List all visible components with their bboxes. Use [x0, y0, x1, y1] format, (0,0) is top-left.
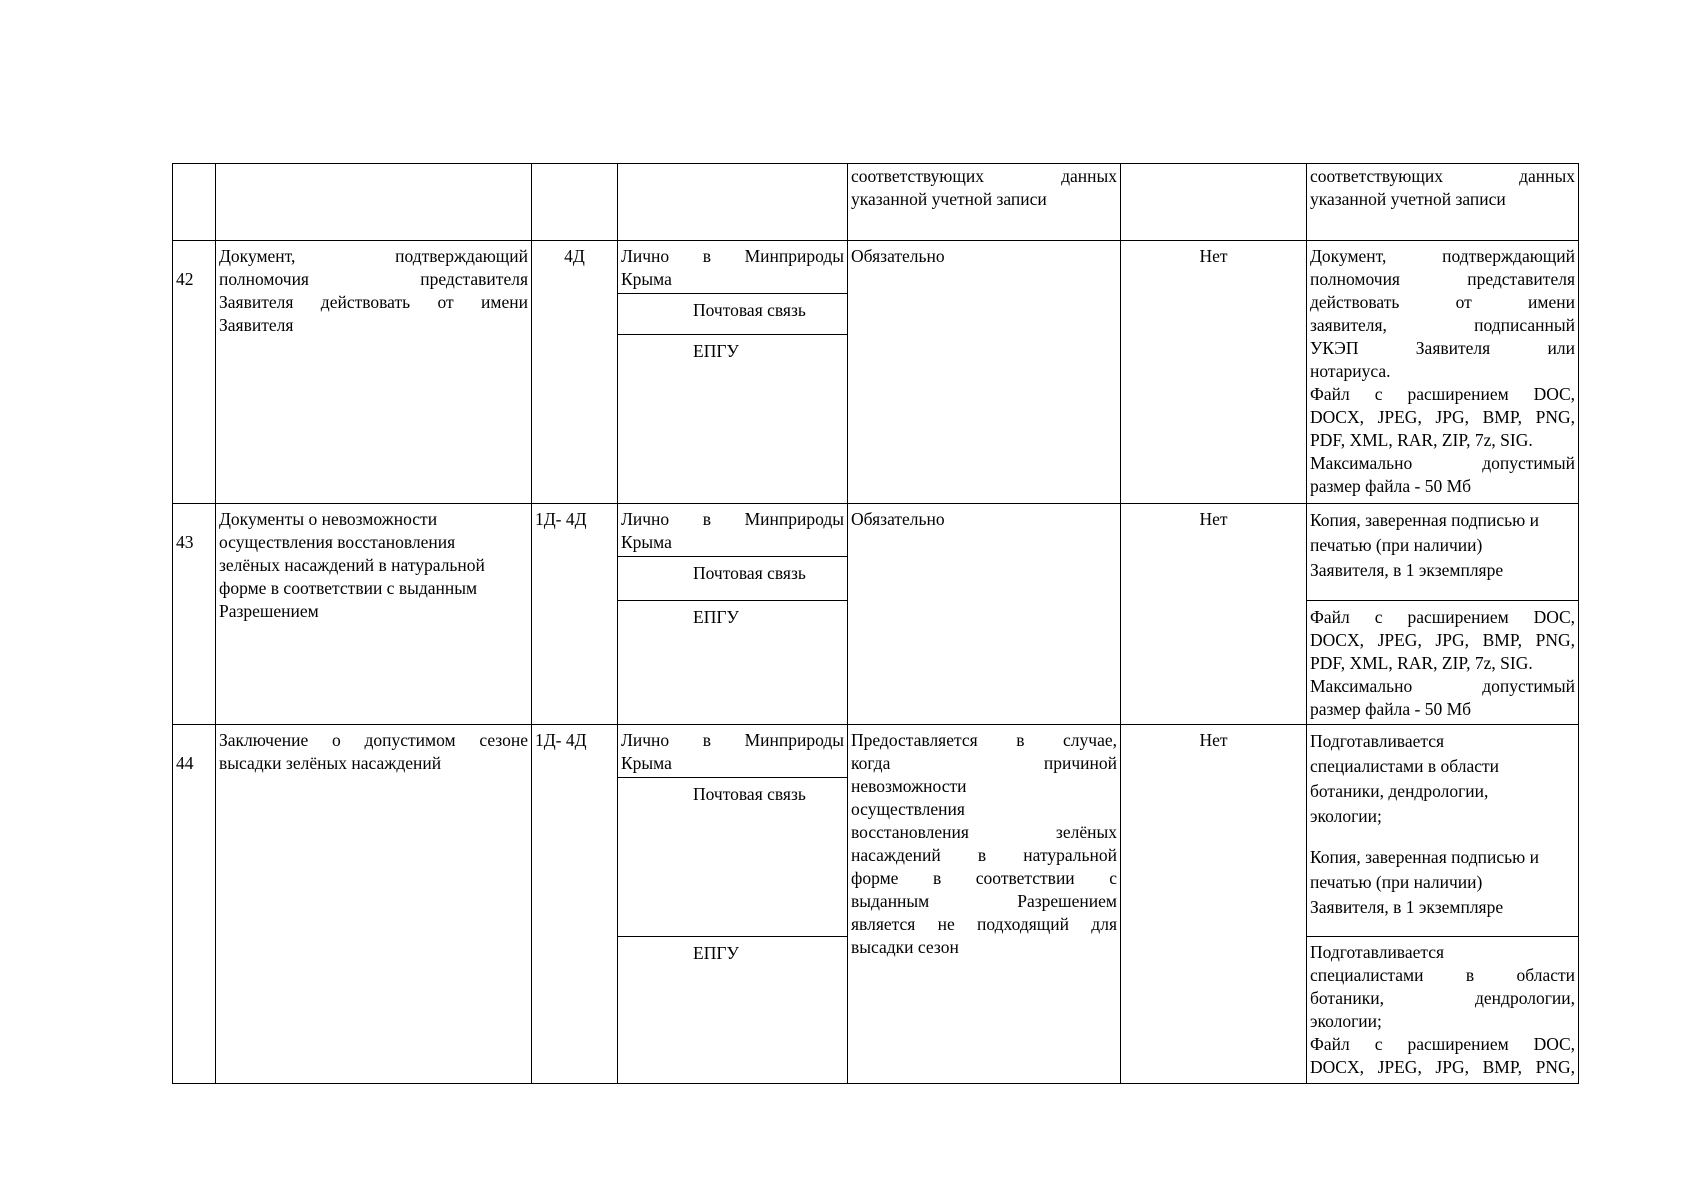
method-divider — [617, 293, 847, 294]
spacer — [1310, 829, 1575, 845]
text-line: Подготавливается — [1310, 731, 1445, 751]
column-divider — [617, 163, 618, 1084]
column-divider — [1120, 163, 1121, 1084]
row-43-method-post — [690, 561, 847, 586]
row-number: 43 — [176, 532, 194, 552]
format-divider — [1306, 936, 1578, 937]
text-line: УКЭП Заявителя или — [1310, 338, 1575, 358]
method-divider — [617, 334, 847, 335]
row-divider — [172, 724, 1578, 725]
column-divider — [1578, 163, 1579, 1084]
text-line: Крыма — [621, 532, 672, 552]
text-line: Файл с расширением DOC, — [1310, 1034, 1575, 1054]
text-line: Заявителя действовать от имени — [219, 292, 528, 312]
text-line: DOCX, JPEG, JPG, BMP, PNG, — [1310, 630, 1575, 650]
method-divider — [617, 556, 847, 557]
text-line: ботаники, дендрологии, — [1310, 781, 1489, 801]
row-42-code — [532, 244, 617, 269]
column-divider — [531, 163, 532, 1084]
text-line: Разрешением — [219, 601, 319, 621]
text-line: форме в соответствии с выданным — [219, 578, 478, 598]
method-divider — [617, 600, 847, 601]
text-line: Обязательно — [851, 509, 945, 529]
text-line: когда причиной — [851, 753, 1117, 773]
row-number: 42 — [176, 269, 194, 289]
text-line: форме в соответствии с — [851, 868, 1117, 888]
text-line: полномочия представителя — [1310, 269, 1575, 289]
text-line: специалистами в области — [1310, 756, 1499, 776]
text-line: осуществления восстановления — [219, 532, 456, 552]
text-line: невозможности — [851, 776, 967, 796]
text-line: Нет — [1199, 509, 1228, 529]
text-line: ботаники, дендрологии, — [1310, 988, 1575, 1008]
row-44-required — [848, 728, 1120, 960]
text-line: осуществления — [851, 799, 965, 819]
text-line: PDF, XML, RAR, ZIP, 7z, SIG. — [1310, 653, 1533, 673]
text-line: выданным Разрешением — [851, 891, 1117, 911]
text-line: Подготавливается — [1310, 942, 1445, 962]
text-line: Почтовая связь — [693, 563, 806, 583]
row-44-format-electronic — [1307, 940, 1578, 1080]
row-44-method-personal — [618, 728, 847, 776]
doc-code: 1Д- 4Д — [535, 509, 587, 529]
row-42-method-epgu — [690, 339, 847, 364]
row-42-number — [173, 267, 215, 292]
row-43-format-paper — [1307, 507, 1578, 584]
text-line: печатью (при наличии) — [1310, 535, 1483, 555]
text-line: полномочия представителя — [219, 269, 528, 289]
row-43-required — [848, 507, 1120, 532]
text-line: PDF, XML, RAR, ZIP, 7z, SIG. — [1310, 430, 1533, 450]
text-line: Заявителя, в 1 экземпляре — [1310, 897, 1504, 917]
row-43-code — [532, 507, 617, 532]
continuation-format — [1307, 164, 1578, 212]
doc-code: 4Д — [564, 246, 585, 266]
row-43-format-electronic — [1307, 605, 1578, 722]
text-line: восстановления зелёных — [851, 822, 1117, 842]
row-43-number — [173, 530, 215, 555]
text-line: размер файла - 50 Мб — [1310, 476, 1472, 496]
text-line: Почтовая связь — [693, 784, 806, 804]
text-line: экологии; — [1310, 806, 1382, 826]
row-number: 44 — [176, 753, 194, 773]
text-line: заявителя, подписанный — [1310, 315, 1575, 335]
text-line: Крыма — [621, 269, 672, 289]
text-line: Документ, подтверждающий — [1310, 246, 1575, 266]
row-42-format — [1307, 244, 1578, 499]
text-line: соответствующих данных — [851, 166, 1117, 186]
text-line: Лично в Минприроды — [621, 730, 844, 750]
text-line: Максимально допустимый — [1310, 453, 1575, 473]
format-divider — [1306, 600, 1578, 601]
text-line: Крыма — [621, 753, 672, 773]
row-44-method-post — [690, 782, 847, 807]
text-line: нотариуса. — [1310, 361, 1391, 381]
text-line: Нет — [1199, 246, 1228, 266]
text-line: ЕПГУ — [693, 943, 739, 963]
text-line: высадки сезон — [851, 937, 959, 957]
table-bottom-border — [172, 1083, 1578, 1084]
text-line: является не подходящий для — [851, 914, 1117, 934]
row-42-method-post — [690, 298, 847, 323]
text-line: размер файла - 50 Мб — [1310, 699, 1472, 719]
text-line: соответствующих данных — [1310, 166, 1575, 186]
text-line: специалистами в области — [1310, 965, 1575, 985]
row-44-interdepartmental — [1121, 728, 1306, 753]
method-divider — [617, 777, 847, 778]
column-divider — [172, 163, 173, 1084]
text-line: DOCX, JPEG, JPG, BMP, PNG, — [1310, 407, 1575, 427]
row-42-name — [216, 244, 531, 338]
text-line: Нет — [1199, 730, 1228, 750]
method-divider — [617, 936, 847, 937]
text-line: Заявителя, в 1 экземпляре — [1310, 560, 1504, 580]
text-line: Предоставляется в случае, — [851, 730, 1117, 750]
text-line: действовать от имени — [1310, 292, 1575, 312]
text-line: Заявителя — [219, 315, 294, 335]
text-line: Копия, заверенная подписью и — [1310, 510, 1539, 530]
text-line: указанной учетной записи — [851, 189, 1047, 209]
row-43-interdepartmental — [1121, 507, 1306, 532]
text-line: насаждений в натуральной — [851, 845, 1117, 865]
text-line: Документы о невозможности — [219, 509, 438, 529]
text-line: Файл с расширением DOC, — [1310, 607, 1575, 627]
text-line: зелёных насаждений в натуральной — [219, 555, 485, 575]
row-43-name — [216, 507, 531, 624]
row-divider — [172, 240, 1578, 241]
text-line: Документ, подтверждающий — [219, 246, 528, 266]
continuation-requirements — [848, 164, 1120, 212]
row-43-method-epgu — [690, 605, 847, 630]
text-line: Копия, заверенная подписью и — [1310, 847, 1539, 867]
text-line: Лично в Минприроды — [621, 246, 844, 266]
row-44-format-paper — [1307, 728, 1578, 921]
row-42-method-personal — [618, 244, 847, 292]
text-line: Почтовая связь — [693, 300, 806, 320]
text-line: ЕПГУ — [693, 341, 739, 361]
row-42-required — [848, 244, 1120, 269]
text-line: высадки зелёных насаждений — [219, 753, 442, 773]
text-line: экологии; — [1310, 1011, 1382, 1031]
text-line: DOCX, JPEG, JPG, BMP, PNG, — [1310, 1057, 1575, 1077]
text-line: Обязательно — [851, 246, 945, 266]
text-line: ЕПГУ — [693, 607, 739, 627]
row-divider — [172, 503, 1578, 504]
text-line: указанной учетной записи — [1310, 189, 1506, 209]
row-44-number — [173, 751, 215, 776]
doc-code: 1Д- 4Д — [535, 730, 587, 750]
row-44-name — [216, 728, 531, 776]
text-line: Лично в Минприроды — [621, 509, 844, 529]
row-44-code — [532, 728, 617, 753]
row-43-method-personal — [618, 507, 847, 555]
row-42-interdepartmental — [1121, 244, 1306, 269]
text-line: Файл с расширением DOC, — [1310, 384, 1575, 404]
row-44-method-epgu — [690, 941, 847, 966]
text-line: Максимально допустимый — [1310, 676, 1575, 696]
text-line: печатью (при наличии) — [1310, 872, 1483, 892]
text-line: Заключение о допустимом сезоне — [219, 730, 528, 750]
